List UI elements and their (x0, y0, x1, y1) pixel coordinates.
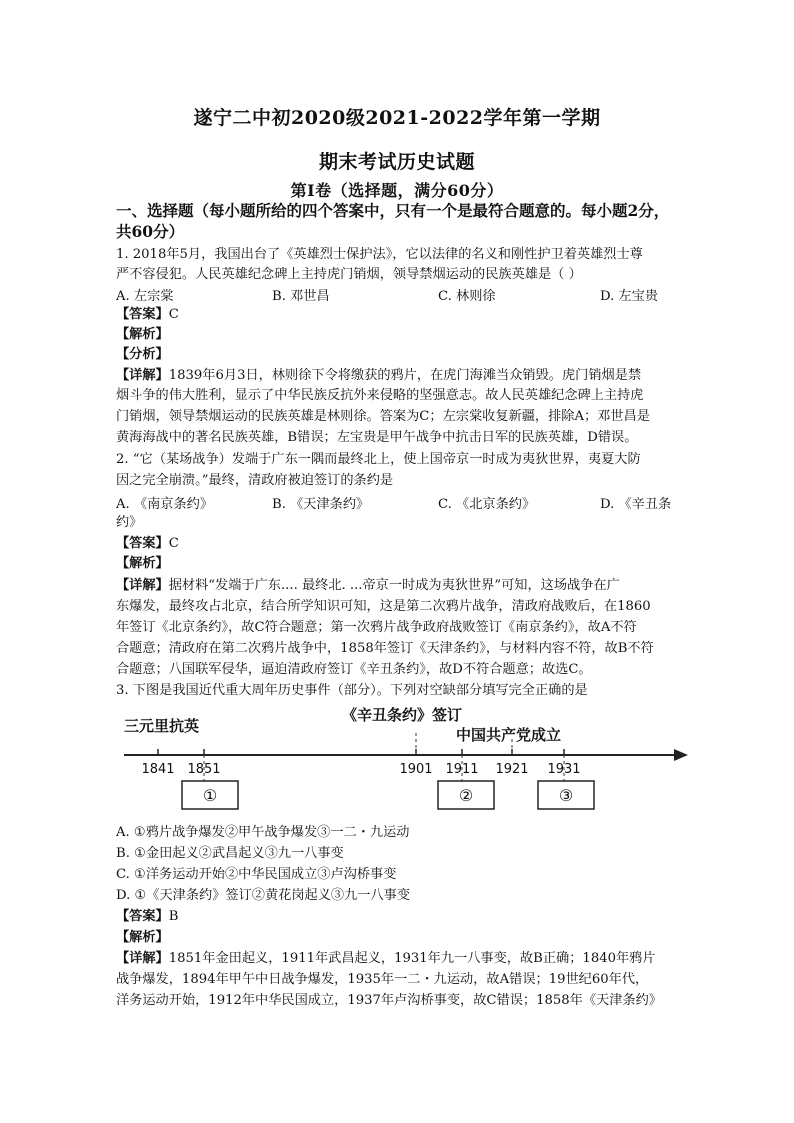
year-1931: 1931 (547, 762, 581, 777)
timeline-svg (116, 703, 691, 823)
q3-answer-value: B (168, 909, 179, 924)
q3-analysis-tag: 【解析】 (116, 930, 169, 945)
q3-option-c: C. ①洋务运动开始②中华民国成立③卢沟桥事变 (116, 867, 397, 882)
q1-option-a: A. 左宗棠 (116, 289, 174, 304)
q2-detail-line3: 年签订《北京条约》，故C符合题意；第一次鸦片战争政府战败签订《南京条约》，故A不符 (116, 620, 637, 635)
label-sanyuanli: 三元里抗英 (124, 717, 200, 735)
q2-detail-line5: 合题意；八国联军侵华，逼迫清政府签订《辛丑条约》，故D不符合题意；故选C。 (116, 662, 592, 677)
section-heading-line2: 共60分） (116, 222, 185, 241)
label-cpc-founded: 中国共产党成立 (456, 726, 562, 744)
blank-box-2-label: ② (458, 786, 474, 805)
q3-detail-line3: 洋务运动开始，1912年中华民国成立，1937年卢沟桥事变，故C错误；1858年《天津条约》 (116, 993, 662, 1008)
q2-stem-line2: 因之完全崩溃。”最终，清政府被迫签订的条约是 (116, 473, 394, 488)
year-1851: 1851 (187, 762, 221, 777)
year-1911: 1911 (445, 762, 479, 777)
q2-detail-line4: 合题意；清政府在第二次鸦片战争中，1858年签订《天津条约》，与材料内容不符，故B不符 (116, 641, 654, 656)
q1-analysis-tag: 【解析】 (116, 327, 169, 342)
timeline-arrow (674, 749, 688, 761)
exam-title-line1: 遂宁二中初2020级2021-2022学年第一学期 (193, 107, 601, 129)
q1-detail-text1: 1839年6月3日，林则徐下令将缴获的鸦片，在虎门海滩当众销毁。虎门销烟是禁 (168, 368, 642, 383)
q1-detail-line3: 门销烟，领导禁烟运动的民族英雄是林则徐。答案为C；左宗棠收复新疆，排除A；邓世昌是 (116, 409, 650, 424)
section-heading-line1: 一、选择题（每小题所给的四个答案中，只有一个是最符合题意的。每小题2分， (116, 201, 670, 220)
year-1901: 1901 (399, 762, 433, 777)
q2-option-b: B. 《天津条约》 (272, 497, 370, 512)
q2-stem-line1: 2. “它（某场战争）发端于广东一隅而最终北上，使上国帝京一时成为夷狄世界，夷夏大防 (116, 452, 641, 467)
history-timeline-figure (116, 703, 691, 823)
q2-answer-value: C (168, 536, 179, 551)
q3-detail-tag: 【详解】 (116, 951, 169, 966)
q2-answer-tag: 【答案】 (116, 536, 169, 551)
q3-detail-line1 (116, 949, 688, 970)
q2-option-c: C. 《北京条约》 (438, 497, 536, 512)
q1-detail-tag: 【详解】 (116, 368, 169, 383)
blank-box-3-label: ③ (558, 786, 574, 805)
q2-option-a: A. 《南京条约》 (116, 497, 214, 512)
volume-heading: 第I卷（选择题，满分60分） (290, 181, 504, 200)
q1-detail-line2: 烟斗争的伟大胜利，显示了中华民族反抗外来侵略的坚强意志。故人民英雄纪念碑上主持虎 (116, 388, 644, 403)
q2-option-d-continued: 约》 (116, 515, 143, 530)
q2-option-d: D. 《辛丑条 (600, 497, 672, 512)
q2-analysis-tag: 【解析】 (116, 556, 169, 571)
year-1921: 1921 (495, 762, 529, 777)
q1-option-b: B. 邓世昌 (272, 289, 330, 304)
q1-answer-tag: 【答案】 (116, 307, 169, 322)
q1-fenxi-tag: 【分析】 (116, 347, 169, 362)
q1-option-c: C. 林则徐 (438, 289, 496, 304)
q1-answer-value: C (168, 307, 179, 322)
q2-detail-line2: 东爆发，最终攻占北京，结合所学知识可知，这是第二次鸦片战争，清政府战败后，在1860 (116, 599, 651, 614)
label-xinchou: 《辛丑条约》签订 (342, 706, 463, 724)
q2-answer-row (116, 534, 688, 555)
q1-stem-line2: 严不容侵犯。人民英雄纪念碑上主持虎门销烟，领导禁烟运动的民族英雄是（ ） (116, 267, 582, 282)
q3-option-a: A. ①鸦片战争爆发②甲午战争爆发③一二・九运动 (116, 825, 410, 840)
exam-title-line2: 期末考试历史试题 (318, 151, 475, 173)
q2-detail-text1: 据材料“发端于广东.... 最终北. ...帝京一时成为夷狄世界”可知，这场战争在广 (168, 578, 620, 593)
q3-detail-text1: 1851年金田起义，1911年武昌起义，1931年九一八事变，故B正确；1840年鸦片 (168, 951, 656, 966)
q3-answer-row (116, 907, 688, 928)
q3-option-b: B. ①金田起义②武昌起义③九一八事变 (116, 846, 344, 861)
year-1841: 1841 (141, 762, 175, 777)
q2-detail-line1 (116, 576, 688, 597)
q1-answer-row (116, 305, 688, 326)
q1-detail-line1 (116, 366, 688, 387)
blank-box-1-label: ① (202, 786, 218, 805)
q1-stem-line1: 1. 2018年5月，我国出台了《英雄烈士保护法》，它以法律的名义和刚性护卫着英雄烈士尊 (116, 247, 643, 262)
q1-option-d: D. 左宝贵 (600, 289, 659, 304)
q3-answer-tag: 【答案】 (116, 909, 169, 924)
q2-detail-tag: 【详解】 (116, 578, 169, 593)
q3-detail-line2: 战争爆发，1894年甲午中日战争爆发，1935年一二・九运动，故A错误；19世纪60年代， (116, 972, 649, 987)
q3-option-d: D. ①《天津条约》签订②黄花岗起义③九一八事变 (116, 888, 411, 903)
q1-detail-line4: 黄海海战中的著名民族英雄，B错误；左宝贵是甲午战争中抗击日军的民族英雄，D错误。 (116, 430, 638, 445)
q3-stem: 3. 下图是我国近代重大周年历史事件（部分）。下列对空缺部分填写完全正确的是 (116, 683, 588, 698)
